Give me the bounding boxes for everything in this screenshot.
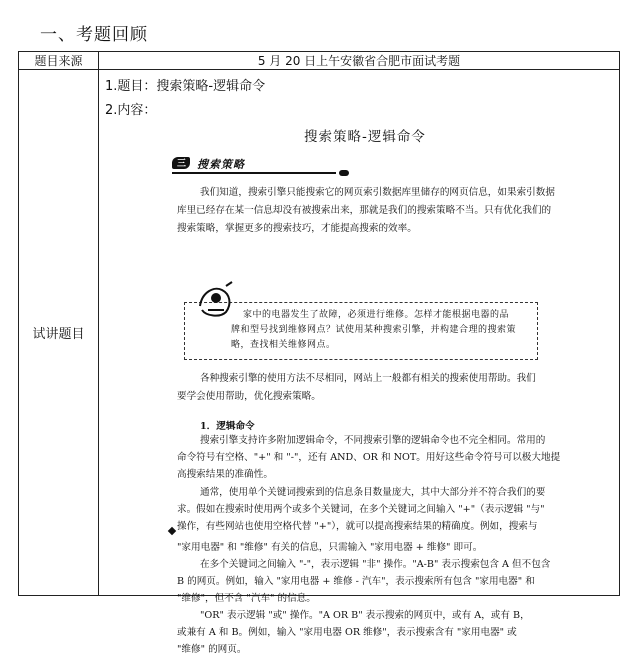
para1-line1: 我们知道，搜索引擎只能搜索它的网页索引数据库里储存的网页信息，如果索引数据 [200,187,555,198]
section-title: 搜索策略 [197,158,245,171]
textbook-page-title: 搜索策略-逻辑命令 [304,129,426,145]
subheading-logic: 1．逻辑命令 [200,421,255,432]
page-break-mark [168,527,176,535]
para3-line3: 高搜索结果的准确性。 [177,469,273,480]
para6-line1: 在多个关键词之间输入 "-"，表示逻辑 "非" 操作。"A-B" 表示搜索包含 A 但不包含 [200,559,551,570]
para5-line1: "家用电器" 和 "维修" 有关的信息，只需输入 "家用电器 + 维修" 即可。 [177,542,483,553]
section-number: 三 [177,159,187,169]
para3-line1: 搜索引擎支持许多附加逻辑命令，不同搜索引擎的逻辑命令也不完全相同。常用的 [200,435,546,446]
content-cell [99,70,619,655]
para4-line3: 操作，有些网站也使用空格代替 "+"），就可以提高搜索结果的精确度。例如，搜索与 [177,521,538,532]
activity-text [191,308,531,353]
section-heading: 一、考题回顾 [40,25,148,45]
para7-line2: 或兼有 A 和 B。例如，输入 "家用电器 OR 维修"，表示搜索含有 "家用电器" 或 [177,627,517,638]
activity-line1: 家中的电器发生了故障，必须进行维修。怎样才能根据电器的品 [243,310,510,320]
topic-label-cell: 试讲题目 [32,327,85,342]
para7-line3: "维修" 的网页。 [177,644,247,655]
section-number-badge [172,157,190,169]
para2-line2: 要学会使用帮助，优化搜索策略。 [177,391,321,402]
para7-line1: "OR" 表示逻辑 "或" 操作。"A OR B" 表示搜索的网页中，或有 A，或有 B， [200,610,530,621]
para6-line3: "维修"，但不含 "汽车" 的信息。 [177,593,316,604]
para6-line2: B 的网页。例如，输入 "家用电器 + 维修 - 汽车"，表示搜索所有包含 "家用电器" 和 [177,576,535,587]
activity-line2: 牌和型号找到维修网点？试使用某种搜索引擎，并构建合理的搜索策 [231,325,517,335]
source-label-cell: 题目来源 [34,54,83,68]
content-line: 2.内容： [105,103,157,118]
section-underline-end [339,170,349,176]
para4-line2: 求。假如在搜索时使用两个或多个关键词，在多个关键词之间输入 "+"（表示逻辑 "与" [177,504,545,515]
topic-line: 1.题目：搜索策略-逻辑命令 [105,79,266,94]
para4-line1: 通常，使用单个关键词搜索到的信息条目数量庞大，其中大部分并不符合我们的要 [200,487,546,498]
activity-line3: 略，查找相关维修网点。 [231,340,336,350]
para1-line2: 库里已经存在某一信息却没有被搜索出来，那就是我们的搜索策略不当。只有优化我们的 [177,205,552,216]
para2-line1: 各种搜索引擎的使用方法不尽相同，网站上一般都有相关的搜索使用帮助。我们 [200,373,536,384]
para1-line3: 搜索策略，掌握更多的搜索技巧，才能提高搜索的效率。 [177,223,417,234]
section-underline [172,172,336,174]
source-value-cell: 5 月 20 日上午安徽省合肥市面试考题 [257,54,461,68]
para3-line2: 命令符号有空格、"+" 和 "-"，还有 AND、OR 和 NOT。用好这些命令符号可以极大地提 [177,452,561,463]
exam-table [18,51,620,655]
